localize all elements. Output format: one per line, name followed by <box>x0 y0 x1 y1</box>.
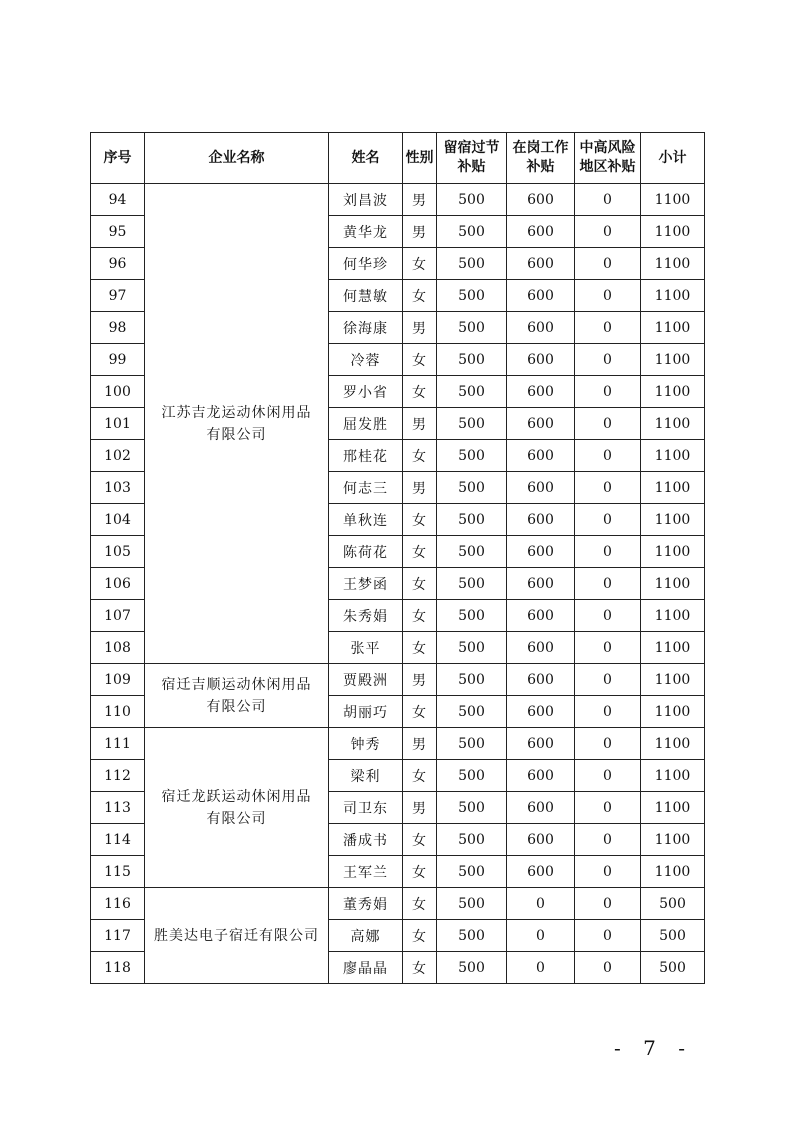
cell-seq: 101 <box>91 408 145 440</box>
cell-risk-subsidy: 0 <box>575 504 641 536</box>
cell-seq: 103 <box>91 472 145 504</box>
cell-gender: 女 <box>403 888 437 920</box>
cell-seq: 108 <box>91 632 145 664</box>
cell-name: 梁利 <box>329 760 403 792</box>
cell-name: 刘昌波 <box>329 184 403 216</box>
cell-risk-subsidy: 0 <box>575 728 641 760</box>
cell-company <box>145 184 329 664</box>
cell-subtotal: 1100 <box>641 792 705 824</box>
cell-name: 胡丽巧 <box>329 696 403 728</box>
cell-risk-subsidy: 0 <box>575 792 641 824</box>
cell-risk-subsidy: 0 <box>575 312 641 344</box>
cell-gender: 男 <box>403 312 437 344</box>
header-name: 姓名 <box>329 133 403 184</box>
cell-subtotal: 1100 <box>641 376 705 408</box>
cell-subtotal: 500 <box>641 952 705 984</box>
cell-festival-subsidy: 500 <box>437 472 507 504</box>
table-row <box>91 888 705 920</box>
cell-gender: 女 <box>403 280 437 312</box>
cell-subtotal: 1100 <box>641 216 705 248</box>
cell-name: 朱秀娟 <box>329 600 403 632</box>
cell-onduty-subsidy: 600 <box>507 184 575 216</box>
cell-gender: 男 <box>403 472 437 504</box>
cell-gender: 男 <box>403 664 437 696</box>
cell-seq: 114 <box>91 824 145 856</box>
cell-onduty-subsidy: 600 <box>507 600 575 632</box>
cell-risk-subsidy: 0 <box>575 856 641 888</box>
company-name-line: 有限公司 <box>206 810 267 827</box>
cell-gender: 男 <box>403 216 437 248</box>
cell-gender: 男 <box>403 408 437 440</box>
cell-onduty-subsidy: 600 <box>507 792 575 824</box>
header-subtotal: 小计 <box>641 133 705 184</box>
cell-risk-subsidy: 0 <box>575 888 641 920</box>
cell-risk-subsidy: 0 <box>575 216 641 248</box>
cell-seq: 100 <box>91 376 145 408</box>
company-name-line: 有限公司 <box>206 698 267 715</box>
cell-gender: 女 <box>403 760 437 792</box>
cell-subtotal: 1100 <box>641 664 705 696</box>
cell-gender: 女 <box>403 952 437 984</box>
company-name-line: 胜美达电子宿迁有限公司 <box>154 927 319 944</box>
cell-seq: 96 <box>91 248 145 280</box>
cell-subtotal: 1100 <box>641 184 705 216</box>
cell-gender: 女 <box>403 632 437 664</box>
cell-subtotal: 1100 <box>641 344 705 376</box>
cell-name: 王梦函 <box>329 568 403 600</box>
header-festival-subsidy: 留宿过节 补贴 <box>437 133 507 184</box>
cell-gender: 男 <box>403 792 437 824</box>
cell-name: 董秀娟 <box>329 888 403 920</box>
cell-risk-subsidy: 0 <box>575 376 641 408</box>
cell-festival-subsidy: 500 <box>437 952 507 984</box>
cell-festival-subsidy: 500 <box>437 440 507 472</box>
cell-risk-subsidy: 0 <box>575 664 641 696</box>
cell-onduty-subsidy: 0 <box>507 888 575 920</box>
cell-name: 张平 <box>329 632 403 664</box>
cell-onduty-subsidy: 0 <box>507 952 575 984</box>
cell-name: 黄华龙 <box>329 216 403 248</box>
page-number: - 7 - <box>614 1036 693 1060</box>
cell-subtotal: 1100 <box>641 536 705 568</box>
cell-festival-subsidy: 500 <box>437 504 507 536</box>
cell-onduty-subsidy: 600 <box>507 856 575 888</box>
cell-risk-subsidy: 0 <box>575 344 641 376</box>
cell-gender: 女 <box>403 504 437 536</box>
cell-festival-subsidy: 500 <box>437 856 507 888</box>
cell-festival-subsidy: 500 <box>437 664 507 696</box>
cell-subtotal: 1100 <box>641 440 705 472</box>
cell-subtotal: 1100 <box>641 504 705 536</box>
cell-seq: 110 <box>91 696 145 728</box>
cell-festival-subsidy: 500 <box>437 376 507 408</box>
cell-subtotal: 1100 <box>641 568 705 600</box>
cell-onduty-subsidy: 600 <box>507 408 575 440</box>
cell-onduty-subsidy: 600 <box>507 696 575 728</box>
cell-festival-subsidy: 500 <box>437 600 507 632</box>
cell-risk-subsidy: 0 <box>575 248 641 280</box>
cell-seq: 117 <box>91 920 145 952</box>
cell-gender: 女 <box>403 600 437 632</box>
company-name-line: 江苏吉龙运动休闲用品 <box>161 404 312 421</box>
cell-name: 高娜 <box>329 920 403 952</box>
cell-subtotal: 1100 <box>641 696 705 728</box>
cell-name: 廖晶晶 <box>329 952 403 984</box>
cell-festival-subsidy: 500 <box>437 888 507 920</box>
cell-festival-subsidy: 500 <box>437 696 507 728</box>
cell-company <box>145 728 329 888</box>
cell-name: 陈荷花 <box>329 536 403 568</box>
header-risk-subsidy: 中高风险 地区补贴 <box>575 133 641 184</box>
cell-onduty-subsidy: 600 <box>507 728 575 760</box>
cell-name: 何华珍 <box>329 248 403 280</box>
cell-name: 司卫东 <box>329 792 403 824</box>
cell-risk-subsidy: 0 <box>575 408 641 440</box>
cell-festival-subsidy: 500 <box>437 216 507 248</box>
cell-risk-subsidy: 0 <box>575 568 641 600</box>
cell-risk-subsidy: 0 <box>575 952 641 984</box>
cell-risk-subsidy: 0 <box>575 760 641 792</box>
cell-name: 王军兰 <box>329 856 403 888</box>
cell-gender: 男 <box>403 184 437 216</box>
cell-festival-subsidy: 500 <box>437 632 507 664</box>
cell-subtotal: 1100 <box>641 312 705 344</box>
cell-onduty-subsidy: 0 <box>507 920 575 952</box>
cell-subtotal: 1100 <box>641 280 705 312</box>
header-gender: 性别 <box>403 133 437 184</box>
cell-name: 冷蓉 <box>329 344 403 376</box>
cell-risk-subsidy: 0 <box>575 696 641 728</box>
cell-risk-subsidy: 0 <box>575 440 641 472</box>
cell-subtotal: 1100 <box>641 760 705 792</box>
cell-onduty-subsidy: 600 <box>507 216 575 248</box>
cell-name: 罗小省 <box>329 376 403 408</box>
cell-festival-subsidy: 500 <box>437 920 507 952</box>
cell-onduty-subsidy: 600 <box>507 504 575 536</box>
table-row <box>91 728 705 760</box>
cell-onduty-subsidy: 600 <box>507 824 575 856</box>
table-body <box>91 184 705 984</box>
cell-onduty-subsidy: 600 <box>507 568 575 600</box>
cell-festival-subsidy: 500 <box>437 280 507 312</box>
header-company: 企业名称 <box>145 133 329 184</box>
cell-gender: 女 <box>403 696 437 728</box>
table-row <box>91 184 705 216</box>
cell-name: 贾殿洲 <box>329 664 403 696</box>
cell-name: 何志三 <box>329 472 403 504</box>
cell-risk-subsidy: 0 <box>575 920 641 952</box>
cell-subtotal: 1100 <box>641 824 705 856</box>
cell-name: 屈发胜 <box>329 408 403 440</box>
cell-onduty-subsidy: 600 <box>507 632 575 664</box>
cell-seq: 105 <box>91 536 145 568</box>
cell-seq: 102 <box>91 440 145 472</box>
cell-subtotal: 1100 <box>641 728 705 760</box>
cell-seq: 95 <box>91 216 145 248</box>
company-name-line: 有限公司 <box>206 426 267 443</box>
cell-name: 钟秀 <box>329 728 403 760</box>
cell-gender: 女 <box>403 376 437 408</box>
cell-festival-subsidy: 500 <box>437 568 507 600</box>
cell-subtotal: 1100 <box>641 408 705 440</box>
cell-seq: 116 <box>91 888 145 920</box>
cell-gender: 女 <box>403 248 437 280</box>
cell-risk-subsidy: 0 <box>575 472 641 504</box>
cell-festival-subsidy: 500 <box>437 728 507 760</box>
cell-name: 徐海康 <box>329 312 403 344</box>
cell-gender: 男 <box>403 728 437 760</box>
cell-seq: 107 <box>91 600 145 632</box>
cell-onduty-subsidy: 600 <box>507 664 575 696</box>
cell-risk-subsidy: 0 <box>575 280 641 312</box>
cell-onduty-subsidy: 600 <box>507 760 575 792</box>
cell-subtotal: 1100 <box>641 248 705 280</box>
cell-onduty-subsidy: 600 <box>507 280 575 312</box>
cell-subtotal: 1100 <box>641 600 705 632</box>
cell-name: 何慧敏 <box>329 280 403 312</box>
cell-onduty-subsidy: 600 <box>507 376 575 408</box>
header-onduty-subsidy: 在岗工作 补贴 <box>507 133 575 184</box>
cell-gender: 女 <box>403 856 437 888</box>
header-seq: 序号 <box>91 133 145 184</box>
cell-festival-subsidy: 500 <box>437 536 507 568</box>
cell-risk-subsidy: 0 <box>575 184 641 216</box>
cell-seq: 104 <box>91 504 145 536</box>
cell-festival-subsidy: 500 <box>437 792 507 824</box>
cell-name: 邢桂花 <box>329 440 403 472</box>
cell-onduty-subsidy: 600 <box>507 536 575 568</box>
cell-seq: 111 <box>91 728 145 760</box>
table-row <box>91 664 705 696</box>
cell-festival-subsidy: 500 <box>437 184 507 216</box>
header-row <box>91 133 705 184</box>
cell-gender: 女 <box>403 920 437 952</box>
cell-risk-subsidy: 0 <box>575 600 641 632</box>
cell-festival-subsidy: 500 <box>437 824 507 856</box>
cell-festival-subsidy: 500 <box>437 760 507 792</box>
cell-seq: 98 <box>91 312 145 344</box>
cell-onduty-subsidy: 600 <box>507 472 575 504</box>
cell-risk-subsidy: 0 <box>575 632 641 664</box>
company-name-line: 宿迁吉顺运动休闲用品 <box>161 676 312 693</box>
cell-subtotal: 1100 <box>641 856 705 888</box>
cell-festival-subsidy: 500 <box>437 408 507 440</box>
cell-risk-subsidy: 0 <box>575 824 641 856</box>
cell-seq: 94 <box>91 184 145 216</box>
cell-onduty-subsidy: 600 <box>507 440 575 472</box>
cell-gender: 女 <box>403 536 437 568</box>
cell-seq: 113 <box>91 792 145 824</box>
cell-festival-subsidy: 500 <box>437 312 507 344</box>
cell-seq: 106 <box>91 568 145 600</box>
cell-gender: 女 <box>403 568 437 600</box>
cell-name: 潘成书 <box>329 824 403 856</box>
cell-risk-subsidy: 0 <box>575 536 641 568</box>
cell-festival-subsidy: 500 <box>437 248 507 280</box>
cell-festival-subsidy: 500 <box>437 344 507 376</box>
subsidy-table <box>90 132 705 984</box>
cell-subtotal: 500 <box>641 888 705 920</box>
cell-seq: 115 <box>91 856 145 888</box>
cell-seq: 99 <box>91 344 145 376</box>
cell-subtotal: 500 <box>641 920 705 952</box>
cell-gender: 女 <box>403 440 437 472</box>
cell-seq: 97 <box>91 280 145 312</box>
cell-gender: 女 <box>403 344 437 376</box>
cell-seq: 118 <box>91 952 145 984</box>
cell-onduty-subsidy: 600 <box>507 248 575 280</box>
cell-seq: 112 <box>91 760 145 792</box>
company-name-line: 宿迁龙跃运动休闲用品 <box>161 788 312 805</box>
cell-name: 单秋连 <box>329 504 403 536</box>
cell-gender: 女 <box>403 824 437 856</box>
cell-onduty-subsidy: 600 <box>507 312 575 344</box>
cell-company <box>145 888 329 984</box>
cell-subtotal: 1100 <box>641 632 705 664</box>
cell-company <box>145 664 329 728</box>
cell-seq: 109 <box>91 664 145 696</box>
cell-subtotal: 1100 <box>641 472 705 504</box>
cell-onduty-subsidy: 600 <box>507 344 575 376</box>
